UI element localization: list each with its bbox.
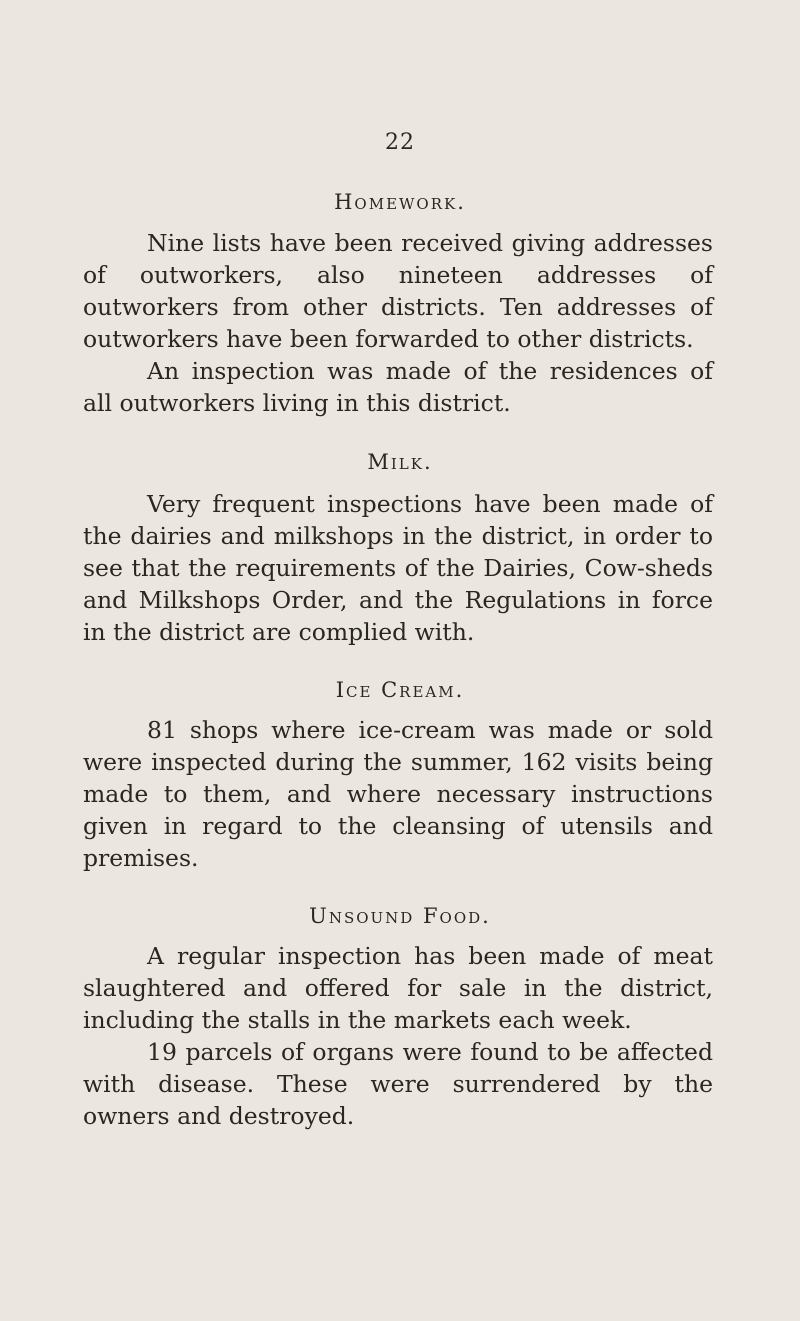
paragraph-homework-inspection: An inspection was made of the residences of all outworkers living in this district.: [83, 357, 713, 417]
paragraph-unsound-food-parcels: 19 parcels of organs were found to be affected with disease. These were surrendered by the owners and destroyed.: [83, 1038, 713, 1130]
heading-unsound-food: Unsound Food.: [309, 904, 491, 928]
paragraph-ice-cream-shops: 81 shops where ice-cream was made or sold were inspected during the summer, 162 visits being made to them, and where necessary instructions given in regard to the cleansing of utensils and premises.: [83, 716, 713, 872]
page-number: 22: [385, 130, 415, 155]
paragraph-homework-lists: Nine lists have been received giving addresses of outworkers, also nineteen addresses of outworkers from other districts. Ten addresses of outworkers have been forwarded to other districts.: [83, 229, 713, 353]
heading-milk: Milk.: [367, 450, 433, 474]
heading-ice-cream: Ice Cream.: [335, 678, 465, 702]
paragraph-unsound-food-meat: A regular inspection has been made of meat slaughtered and offered for sale in the district, including the stalls in the markets each week.: [83, 942, 713, 1034]
paragraph-milk-inspections: Very frequent inspections have been made of the dairies and milkshops in the district, in order to see that the requirements of the Dairies, Cow-sheds and Milkshops Order, and the Regulations in force in the district are complied with.: [83, 490, 713, 646]
heading-homework: Homework.: [334, 190, 466, 214]
